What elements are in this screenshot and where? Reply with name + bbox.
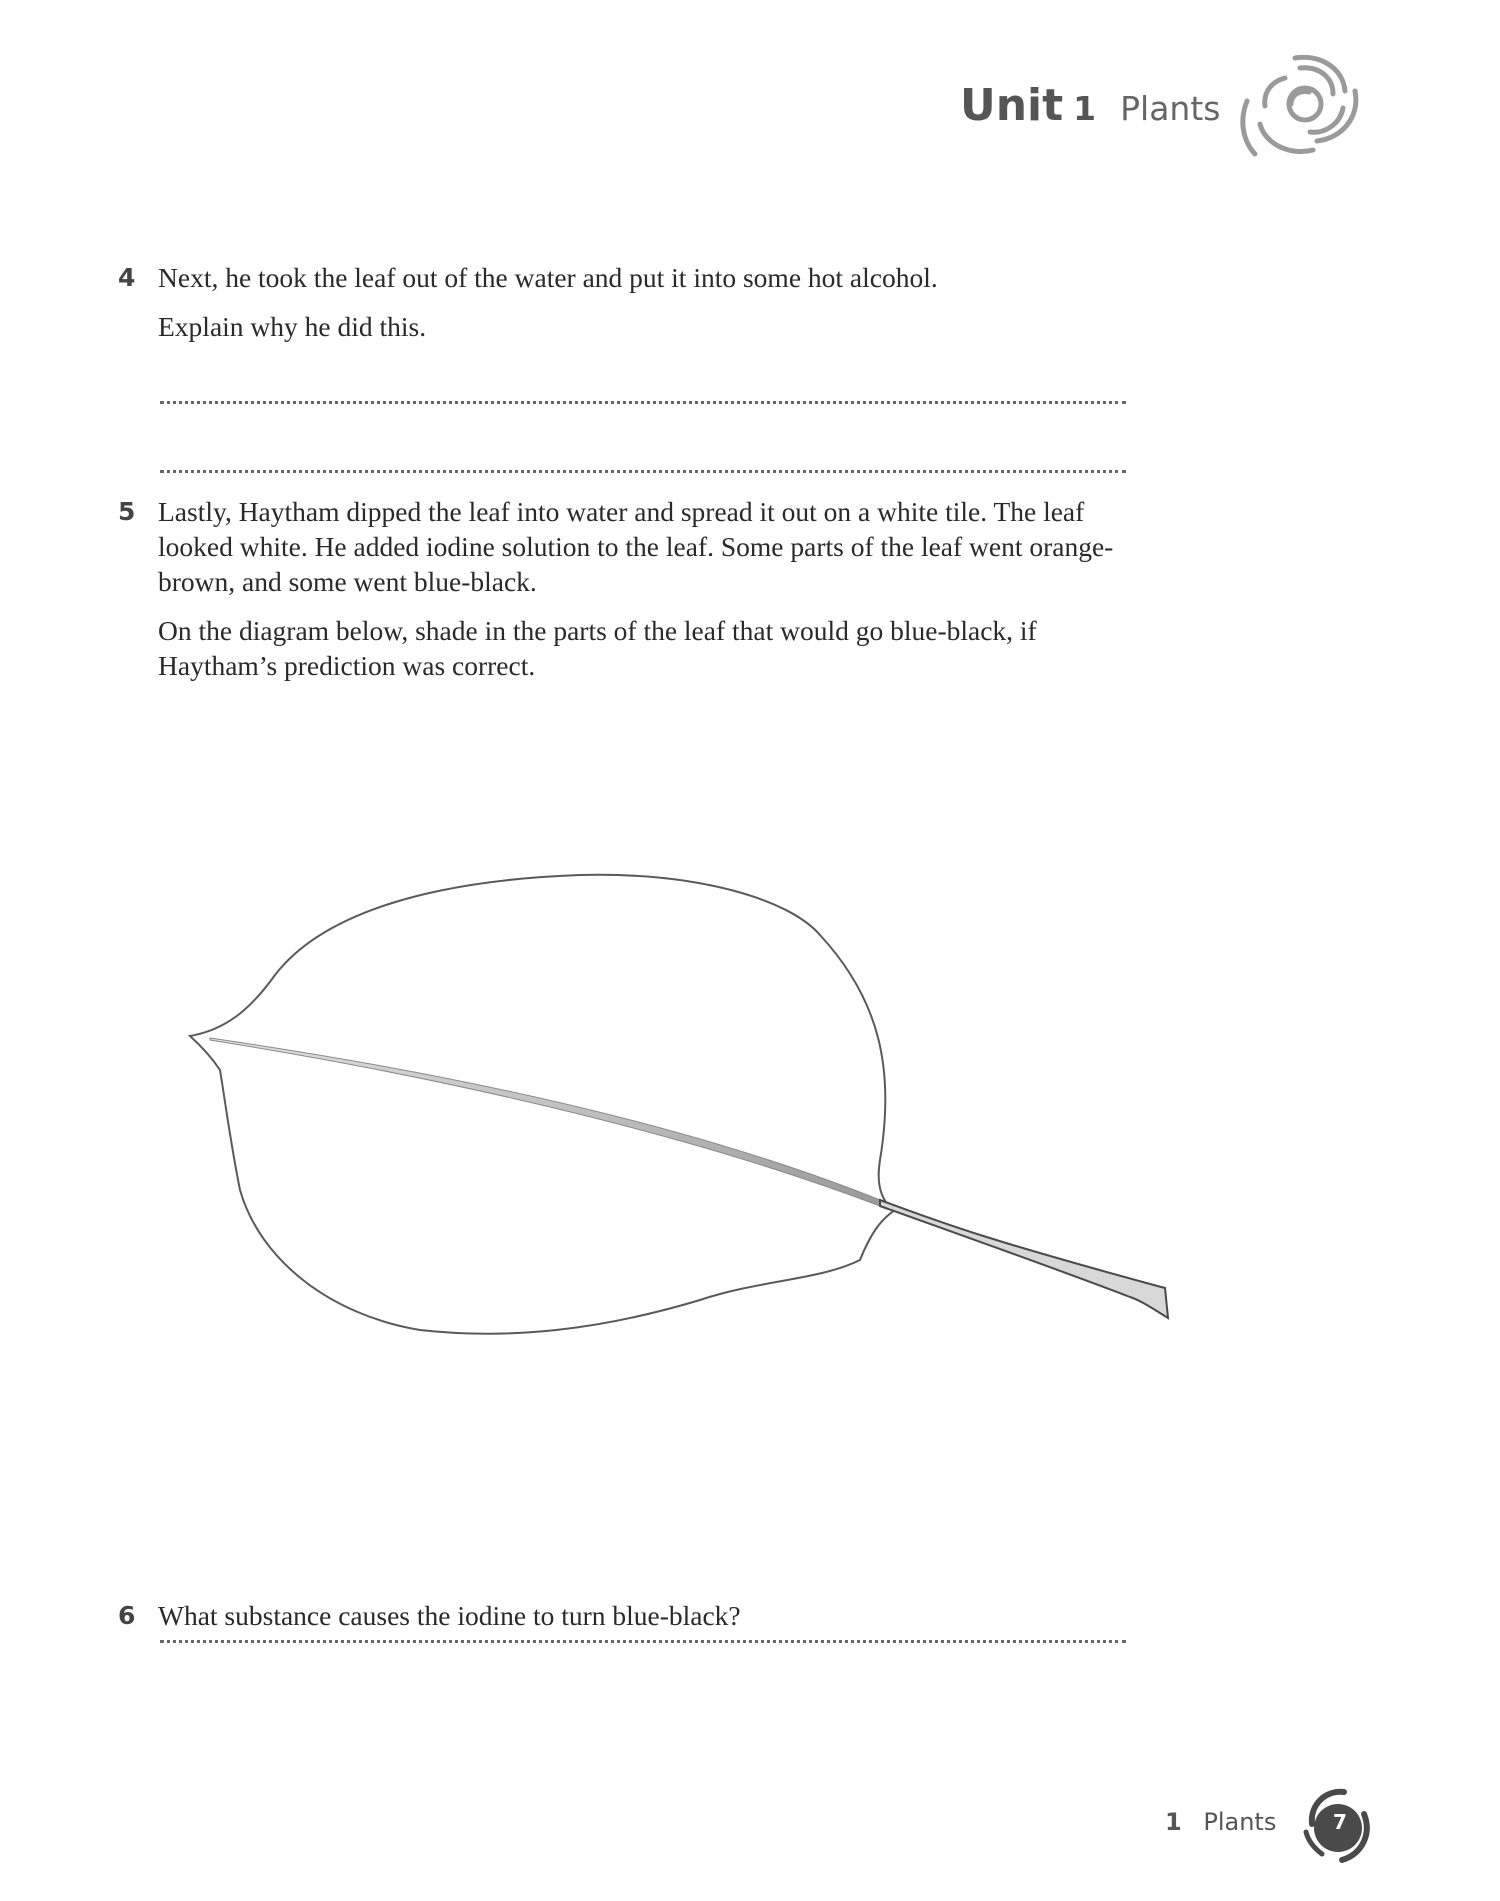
page-footer [1165, 1808, 1276, 1836]
answer-line[interactable] [160, 401, 1126, 404]
unit-header [960, 80, 1220, 131]
question-text: Lastly, Haytham dipped the leaf into water and spread it out on a white tile. The leaf looked white. He added iodine solution to the leaf. Some parts of the leaf went orange-brown, and some went blue-black. [158, 496, 1114, 597]
answer-line[interactable] [160, 1640, 1126, 1643]
question-instruction: On the diagram below, shade in the parts of the leaf that would go blue-black, if Haytham’s prediction was correct. [158, 615, 1037, 681]
question-text: What substance causes the iodine to turn blue-black? [158, 1600, 741, 1631]
question-4 [118, 260, 1158, 344]
question-instruction: Explain why he did this. [158, 311, 427, 342]
page-number: 7 [1333, 1810, 1347, 1834]
swirl-logo-icon [1225, 46, 1375, 166]
unit-number: 1 [1073, 89, 1097, 128]
question-number: 4 [118, 263, 136, 292]
leaf-stalk [880, 1200, 1168, 1318]
leaf-diagram[interactable] [180, 860, 1200, 1380]
unit-label: Unit [960, 80, 1064, 131]
question-number: 5 [118, 497, 136, 526]
answer-line[interactable] [160, 470, 1126, 473]
footer-unit-title: Plants [1203, 1808, 1277, 1836]
question-number: 6 [118, 1601, 136, 1630]
unit-title: Plants [1120, 89, 1221, 128]
footer-unit-number: 1 [1165, 1808, 1182, 1836]
question-6 [118, 1598, 1130, 1633]
question-text: Next, he took the leaf out of the water and put it into some hot alcohol. [158, 262, 938, 293]
question-5 [118, 494, 1130, 683]
